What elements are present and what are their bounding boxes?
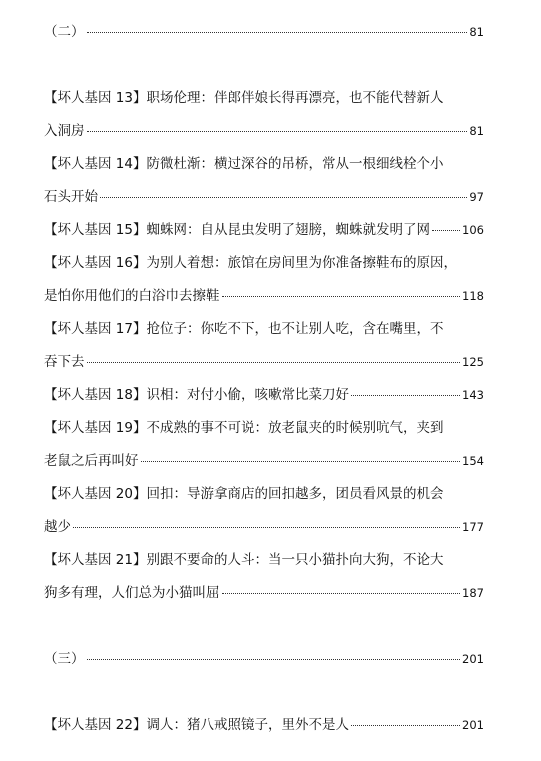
toc-entry[interactable]: [44, 313, 484, 379]
toc-entry-title: 【坏人基因 18】识相：对付小偷，咳嗽常比菜刀好: [44, 387, 349, 403]
toc-entry-title: 入洞房: [44, 123, 85, 139]
toc-entry[interactable]: [44, 379, 484, 412]
toc-entry[interactable]: [44, 412, 484, 478]
toc-entry-title: 【坏人基因 16】为别人着想：旅馆在房间里为你准备擦鞋布的原因，: [44, 255, 457, 271]
toc-entry-title: 吞下去: [44, 354, 85, 370]
toc-entry-title: 【坏人基因 19】不成熟的事不可说：放老鼠夹的时候别吭气，夹到: [44, 420, 444, 436]
toc-entry[interactable]: [44, 247, 484, 313]
toc-entry-title: 【坏人基因 22】调人：猪八戒照镜子，里外不是人: [44, 717, 349, 733]
toc-entry-title: 老鼠之后再叫好: [44, 453, 139, 469]
toc-page-number: 187: [462, 586, 484, 600]
toc-entry-title: 狗多有理，人们总为小猫叫屈: [44, 585, 220, 601]
toc-page-number: 97: [469, 190, 484, 204]
toc-entry-title: 【坏人基因 13】职场伦理：伴郎伴娘长得再漂亮，也不能代替新人: [44, 90, 444, 106]
toc-entry-title: 【坏人基因 14】防微杜渐：横过深谷的吊桥，常从一根细线栓个小: [44, 156, 444, 172]
toc-spacer: [44, 676, 484, 709]
table-of-contents: [44, 16, 484, 742]
dot-leader: [87, 659, 461, 660]
toc-page-number: 125: [462, 355, 484, 369]
toc-page-number: 154: [462, 454, 484, 468]
toc-page-number: 201: [462, 652, 484, 666]
toc-page-number: 201: [462, 718, 484, 732]
toc-entry[interactable]: [44, 709, 484, 742]
toc-page-number: 106: [462, 223, 484, 237]
toc-section-heading[interactable]: [44, 16, 484, 49]
dot-leader: [87, 362, 461, 363]
dot-leader: [87, 131, 468, 132]
dot-leader: [222, 593, 461, 594]
toc-entry-title: 石头开始: [44, 189, 98, 205]
toc-spacer: [44, 49, 484, 82]
toc-entry-title: （三）: [44, 651, 85, 667]
toc-entry[interactable]: [44, 544, 484, 610]
toc-page-number: 118: [462, 289, 484, 303]
dot-leader: [100, 197, 467, 198]
toc-page-number: 81: [469, 25, 484, 39]
toc-spacer: [44, 610, 484, 643]
toc-entry[interactable]: [44, 148, 484, 214]
toc-entry[interactable]: [44, 478, 484, 544]
dot-leader: [87, 32, 468, 33]
toc-entry-title: 【坏人基因 17】抢位子：你吃不下，也不让别人吃，含在嘴里，不: [44, 321, 444, 337]
toc-entry[interactable]: [44, 82, 484, 148]
toc-page-number: 177: [462, 520, 484, 534]
toc-page-number: 143: [462, 388, 484, 402]
toc-entry-title: 越少: [44, 519, 71, 535]
dot-leader: [351, 725, 460, 726]
toc-entry-title: （二）: [44, 24, 85, 40]
toc-entry-title: 【坏人基因 15】蜘蛛网：自从昆虫发明了翅膀，蜘蛛就发明了网: [44, 222, 430, 238]
dot-leader: [351, 395, 460, 396]
toc-entry-title: 【坏人基因 20】回扣：导游拿商店的回扣越多，团员看风景的机会: [44, 486, 444, 502]
dot-leader: [141, 461, 461, 462]
toc-entry-title: 【坏人基因 21】别跟不要命的人斗：当一只小猫扑向大狗，不论大: [44, 552, 444, 568]
dot-leader: [73, 527, 460, 528]
toc-page-number: 81: [469, 124, 484, 138]
dot-leader: [432, 230, 460, 231]
dot-leader: [222, 296, 461, 297]
toc-entry[interactable]: [44, 214, 484, 247]
toc-section-heading[interactable]: [44, 643, 484, 676]
toc-entry-title: 是怕你用他们的白浴巾去擦鞋: [44, 288, 220, 304]
